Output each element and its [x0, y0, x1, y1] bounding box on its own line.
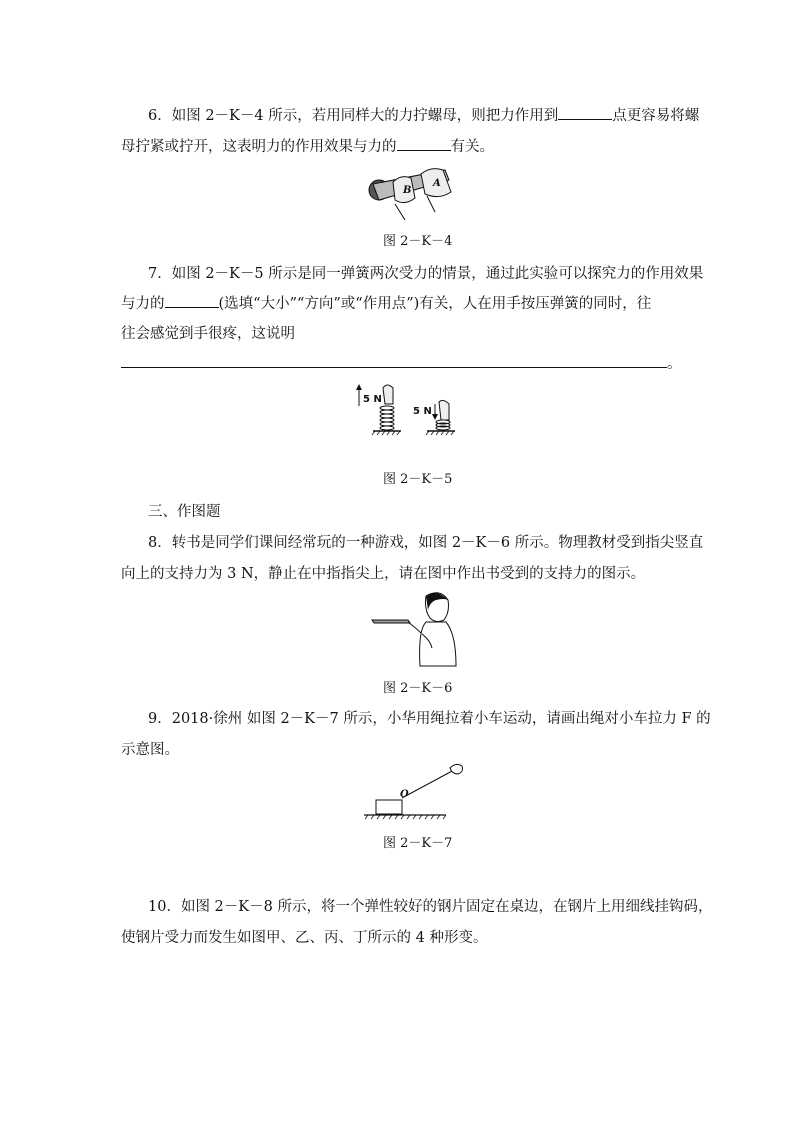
q7-line-3: 往会感觉到手很疼，这说明 [121, 326, 295, 342]
q8-line-1: 8．转书是同学们课间经常玩的一种游戏，如图 2－K－6 所示。物理教材受到指尖竖直 [148, 535, 704, 551]
label-b: B [403, 185, 412, 196]
q7-line-4: 。 [121, 352, 682, 373]
q10-line-1: 10．如图 2－K－8 所示，将一个弹性较好的钢片固定在桌边，在钢片上用细线挂钩码， [148, 899, 713, 915]
point-o-label: O [400, 789, 409, 800]
q7-caption: 图 2－K－5 [383, 472, 453, 487]
q7-blank-2[interactable] [121, 353, 667, 368]
q6-blank-2[interactable] [397, 136, 451, 151]
force-label-right: 5 N [413, 406, 432, 417]
q6-line-2: 母拧紧或拧开，这表明力的作用效果与力的 有关。 [121, 135, 494, 156]
cart-rope-figure [362, 760, 468, 824]
q6-caption: 图 2－K－4 [383, 234, 453, 249]
q6-blank-1[interactable] [558, 105, 612, 120]
q9-line-1: 9．2018·徐州 如图 2－K－7 所示，小华用绳拉着小车运动，请画出绳对小车拉力 F 的 [148, 711, 711, 727]
wrench-figure [365, 164, 455, 226]
q7-blank-1[interactable] [165, 293, 219, 308]
q8-line-2: 向上的支持力为 3 N，静止在中指指尖上，请在图中作出书受到的支持力的图示。 [121, 566, 646, 582]
spring-figure [355, 382, 455, 438]
book-spinning-figure [370, 590, 460, 668]
q10-line-2: 使钢片受力而发生如图甲、乙、丙、丁所示的 4 种形变。 [121, 930, 488, 946]
q8-caption: 图 2－K－6 [383, 681, 453, 696]
q9-line-2: 示意图。 [121, 742, 179, 758]
section-title: 三、作图题 [148, 504, 221, 520]
q6-line-1: 6．如图 2－K－4 所示，若用同样大的力拧螺母，则把力作用到 点更容易将螺 [148, 104, 699, 125]
q7-line-2: 与力的 (选填“大小”“方向”或“作用点”)有关，人在用手按压弹簧的同时，往 [121, 292, 651, 313]
force-label-left: 5 N [363, 394, 382, 405]
label-a: A [433, 178, 441, 189]
q9-caption: 图 2－K－7 [383, 836, 453, 851]
q7-line-1: 7．如图 2－K－5 所示是同一弹簧两次受力的情景，通过此实验可以探究力的作用效果 [148, 266, 704, 282]
